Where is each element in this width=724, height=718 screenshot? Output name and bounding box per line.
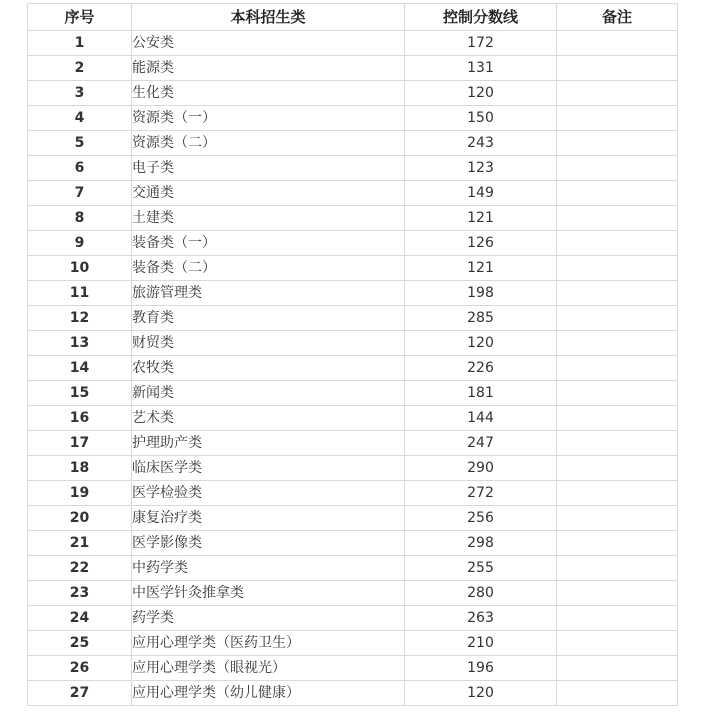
cell-note: [557, 356, 678, 381]
cell-score: 285: [405, 306, 557, 331]
cell-note: [557, 281, 678, 306]
cell-no: 17: [28, 431, 132, 456]
cell-no: 7: [28, 181, 132, 206]
cell-no: 8: [28, 206, 132, 231]
table-row: [28, 431, 678, 456]
table-row: [28, 531, 678, 556]
cell-score: 120: [405, 681, 557, 706]
table-row: [28, 481, 678, 506]
table-row: [28, 356, 678, 381]
cell-score: 131: [405, 56, 557, 81]
table-row: [28, 306, 678, 331]
cell-score: 120: [405, 81, 557, 106]
table-row: [28, 656, 678, 681]
cell-no: 26: [28, 656, 132, 681]
cell-category: 装备类（一）: [132, 231, 405, 256]
table-row: [28, 381, 678, 406]
cell-category: 资源类（一）: [132, 106, 405, 131]
cell-no: 25: [28, 631, 132, 656]
cell-score: 226: [405, 356, 557, 381]
cell-note: [557, 681, 678, 706]
cell-category: 艺术类: [132, 406, 405, 431]
table-row: [28, 581, 678, 606]
cell-category: 土建类: [132, 206, 405, 231]
cell-no: 15: [28, 381, 132, 406]
table-row: [28, 156, 678, 181]
cell-no: 11: [28, 281, 132, 306]
cell-note: [557, 56, 678, 81]
cell-no: 14: [28, 356, 132, 381]
cell-no: 22: [28, 556, 132, 581]
cell-category: 装备类（二）: [132, 256, 405, 281]
cell-note: [557, 181, 678, 206]
cell-note: [557, 631, 678, 656]
cell-score: 126: [405, 231, 557, 256]
table-body: [28, 31, 678, 706]
cell-note: [557, 431, 678, 456]
cell-score: 263: [405, 606, 557, 631]
cell-no: 23: [28, 581, 132, 606]
cell-note: [557, 581, 678, 606]
cell-category: 资源类（二）: [132, 131, 405, 156]
cell-category: 医学影像类: [132, 531, 405, 556]
cell-score: 181: [405, 381, 557, 406]
cell-score: 121: [405, 256, 557, 281]
cell-category: 应用心理学类（幼儿健康）: [132, 681, 405, 706]
table-row: [28, 606, 678, 631]
cell-no: 10: [28, 256, 132, 281]
cell-note: [557, 156, 678, 181]
cell-score: 210: [405, 631, 557, 656]
header-score: 控制分数线: [405, 4, 557, 31]
cell-note: [557, 381, 678, 406]
table-row: [28, 181, 678, 206]
cell-category: 教育类: [132, 306, 405, 331]
table-row: [28, 556, 678, 581]
header-no: 序号: [28, 4, 132, 31]
cell-note: [557, 656, 678, 681]
cell-no: 19: [28, 481, 132, 506]
table-row: [28, 631, 678, 656]
cell-note: [557, 306, 678, 331]
cell-category: 医学检验类: [132, 481, 405, 506]
cell-category: 康复治疗类: [132, 506, 405, 531]
cell-score: 198: [405, 281, 557, 306]
cell-note: [557, 231, 678, 256]
cell-score: 123: [405, 156, 557, 181]
cell-note: [557, 331, 678, 356]
cell-no: 18: [28, 456, 132, 481]
table-row: [28, 31, 678, 56]
cell-note: [557, 206, 678, 231]
cell-category: 能源类: [132, 56, 405, 81]
cell-note: [557, 31, 678, 56]
cell-no: 12: [28, 306, 132, 331]
cell-no: 27: [28, 681, 132, 706]
cell-no: 20: [28, 506, 132, 531]
cell-no: 24: [28, 606, 132, 631]
cell-score: 120: [405, 331, 557, 356]
cell-score: 121: [405, 206, 557, 231]
table-row: [28, 331, 678, 356]
cell-score: 150: [405, 106, 557, 131]
table-row: [28, 131, 678, 156]
cell-no: 16: [28, 406, 132, 431]
cell-score: 256: [405, 506, 557, 531]
cell-score: 196: [405, 656, 557, 681]
table-row: [28, 506, 678, 531]
table-row: [28, 106, 678, 131]
cell-category: 旅游管理类: [132, 281, 405, 306]
cell-category: 护理助产类: [132, 431, 405, 456]
cell-score: 149: [405, 181, 557, 206]
cell-category: 生化类: [132, 81, 405, 106]
cell-category: 药学类: [132, 606, 405, 631]
table-header-row: [28, 4, 678, 31]
cell-category: 应用心理学类（眼视光）: [132, 656, 405, 681]
cell-category: 临床医学类: [132, 456, 405, 481]
header-category: 本科招生类: [132, 4, 405, 31]
table-row: [28, 406, 678, 431]
cell-no: 13: [28, 331, 132, 356]
cell-note: [557, 81, 678, 106]
cell-score: 280: [405, 581, 557, 606]
score-table: [27, 3, 678, 706]
cell-category: 农牧类: [132, 356, 405, 381]
cell-no: 2: [28, 56, 132, 81]
cell-note: [557, 106, 678, 131]
cell-score: 243: [405, 131, 557, 156]
table-row: [28, 681, 678, 706]
cell-no: 3: [28, 81, 132, 106]
score-table-container: [27, 3, 678, 706]
cell-category: 应用心理学类（医药卫生）: [132, 631, 405, 656]
cell-note: [557, 606, 678, 631]
cell-no: 1: [28, 31, 132, 56]
cell-note: [557, 256, 678, 281]
cell-note: [557, 481, 678, 506]
table-row: [28, 256, 678, 281]
header-note: 备注: [557, 4, 678, 31]
cell-score: 272: [405, 481, 557, 506]
table-row: [28, 56, 678, 81]
cell-category: 公安类: [132, 31, 405, 56]
cell-no: 4: [28, 106, 132, 131]
table-row: [28, 206, 678, 231]
cell-score: 298: [405, 531, 557, 556]
cell-note: [557, 131, 678, 156]
table-row: [28, 281, 678, 306]
cell-category: 中医学针灸推拿类: [132, 581, 405, 606]
cell-category: 中药学类: [132, 556, 405, 581]
cell-no: 6: [28, 156, 132, 181]
cell-category: 新闻类: [132, 381, 405, 406]
cell-no: 21: [28, 531, 132, 556]
cell-note: [557, 556, 678, 581]
cell-category: 电子类: [132, 156, 405, 181]
cell-note: [557, 506, 678, 531]
cell-score: 255: [405, 556, 557, 581]
cell-no: 5: [28, 131, 132, 156]
table-row: [28, 231, 678, 256]
cell-note: [557, 406, 678, 431]
cell-score: 144: [405, 406, 557, 431]
cell-score: 290: [405, 456, 557, 481]
cell-note: [557, 531, 678, 556]
table-row: [28, 81, 678, 106]
cell-category: 交通类: [132, 181, 405, 206]
cell-note: [557, 456, 678, 481]
cell-score: 172: [405, 31, 557, 56]
cell-no: 9: [28, 231, 132, 256]
table-row: [28, 456, 678, 481]
cell-score: 247: [405, 431, 557, 456]
cell-category: 财贸类: [132, 331, 405, 356]
